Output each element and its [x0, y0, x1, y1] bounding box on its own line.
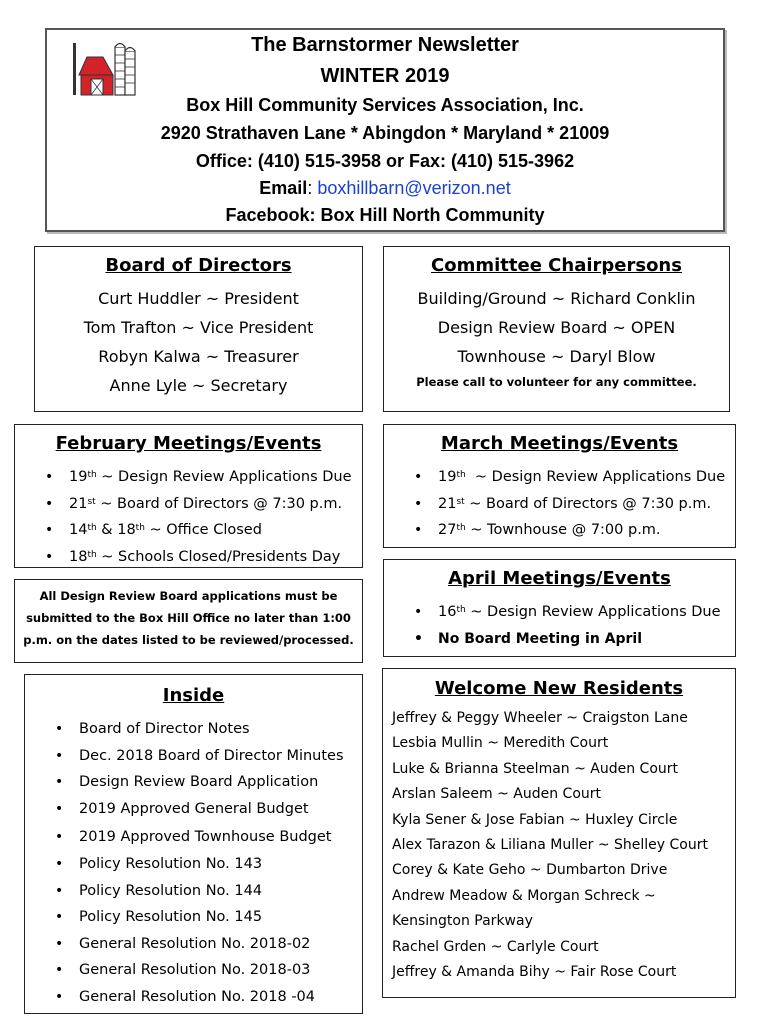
- board-member: Robyn Kalwa ~ Treasurer: [98, 347, 299, 366]
- welcome-residents-list: [392, 706, 708, 985]
- list-item: Jeffrey & Peggy Wheeler ~ Craigston Lane: [392, 710, 688, 726]
- contact-email-line: [47, 178, 723, 199]
- list-item: • 2019 Approved General Budget: [79, 796, 344, 823]
- list-item: • Dec. 2018 Board of Director Minutes: [79, 743, 344, 770]
- march-title: March Meetings/Events: [440, 433, 679, 454]
- march-event-list: [438, 464, 725, 544]
- list-item: • General Resolution No. 2018-03: [79, 957, 344, 984]
- april-events-box: [383, 559, 736, 657]
- list-item: • 18th ~ Schools Closed/Presidents Day: [69, 544, 352, 571]
- newsletter-header: [45, 28, 725, 232]
- list-item: • 19th ~ Design Review Applications Due: [69, 464, 352, 491]
- committee-member: Design Review Board ~ OPEN: [437, 318, 676, 337]
- list-item: • No Board Meeting in April: [438, 626, 721, 653]
- list-item: Corey & Kate Geho ~ Dumbarton Drive: [392, 862, 668, 879]
- board-member: Tom Trafton ~ Vice President: [83, 318, 314, 337]
- list-item: • Design Review Board Application: [79, 769, 344, 796]
- list-item: Alex Tarazon & Liliana Muller ~ Shelley Court: [392, 837, 708, 854]
- february-event-list: [69, 464, 352, 570]
- list-item: • General Resolution No. 2018-02: [79, 931, 344, 958]
- list-item: • Policy Resolution No. 143: [79, 851, 344, 878]
- committee-chairpersons-box: [383, 246, 730, 412]
- list-item: Kyla Sener & Jose Fabian ~ Huxley Circle: [392, 811, 678, 828]
- list-item: • 14th & 18th ~ Office Closed: [69, 517, 352, 544]
- board-member: Anne Lyle ~ Secretary: [109, 376, 288, 395]
- list-item: • General Resolution No. 2018 -04: [79, 984, 344, 1011]
- organization-name: Box Hill Community Services Association, Inc.: [186, 95, 584, 115]
- committee-title: Committee Chairpersons: [431, 255, 682, 276]
- list-item: • 16th ~ Design Review Applications Due: [438, 599, 721, 626]
- board-of-directors-box: [34, 246, 363, 412]
- list-item: • Board of Director Notes: [79, 716, 344, 743]
- board-title: Board of Directors: [105, 255, 292, 276]
- list-item: Kensington Parkway: [392, 913, 533, 930]
- list-item: Luke & Brianna Steelman ~ Auden Court: [392, 760, 679, 777]
- march-events-box: [383, 424, 736, 548]
- design-review-note-box: [14, 579, 363, 663]
- list-item: • Policy Resolution No. 144: [79, 878, 344, 905]
- list-item: • Policy Resolution No. 145: [79, 904, 344, 931]
- list-item: Rachel Grden ~ Carlyle Court: [392, 938, 599, 955]
- welcome-new-residents-box: [382, 668, 736, 998]
- february-title: February Meetings/Events: [55, 433, 322, 454]
- list-item: Arslan Saleem ~ Auden Court: [392, 786, 602, 803]
- facebook-line: Facebook: Box Hill North Community: [225, 205, 545, 225]
- inside-contents-list: [79, 716, 344, 1011]
- organization-address: 2920 Strathaven Lane * Abingdon * Maryland * 21009: [160, 123, 610, 143]
- list-item: Andrew Meadow & Morgan Schreck ~: [392, 887, 656, 904]
- list-item: • 19th ~ Design Review Applications Due: [438, 464, 725, 491]
- design-review-note: All Design Review Board applications must be submitted to the Box Hill Office no later than 1:00 p.m. on the dates listed to be reviewed/processed.: [23, 589, 354, 647]
- committee-member: Building/Ground ~ Richard Conklin: [417, 289, 696, 308]
- newsletter-edition: WINTER 2019: [320, 65, 450, 87]
- contact-phone: Office: (410) 515-3958 or Fax: (410) 515-3962: [195, 151, 575, 171]
- newsletter-title: The Barnstormer Newsletter: [251, 34, 519, 56]
- list-item: • 27th ~ Townhouse @ 7:00 p.m.: [438, 517, 725, 544]
- list-item: • 2019 Approved Townhouse Budget: [79, 824, 344, 851]
- inside-box: [24, 674, 363, 1014]
- email-separator: :: [307, 178, 318, 198]
- email-link[interactable]: boxhillbarn@verizon.net: [317, 178, 511, 198]
- committee-member: Townhouse ~ Daryl Blow: [457, 347, 656, 366]
- list-item: Lesbia Mullin ~ Meredith Court: [392, 735, 609, 752]
- list-item: Jeffrey & Amanda Bihy ~ Fair Rose Court: [392, 964, 677, 981]
- board-member: Curt Huddler ~ President: [98, 289, 299, 308]
- inside-title: Inside: [162, 685, 225, 706]
- committee-volunteer-note: Please call to volunteer for any committee.: [416, 375, 697, 389]
- february-events-box: [14, 424, 363, 568]
- welcome-title: Welcome New Residents: [434, 678, 684, 699]
- list-item: • 21st ~ Board of Directors @ 7:30 p.m.: [438, 491, 725, 518]
- email-label: Email: [259, 178, 308, 198]
- april-title: April Meetings/Events: [448, 568, 671, 589]
- april-event-list: [438, 599, 721, 652]
- list-item: • 21st ~ Board of Directors @ 7:30 p.m.: [69, 491, 352, 518]
